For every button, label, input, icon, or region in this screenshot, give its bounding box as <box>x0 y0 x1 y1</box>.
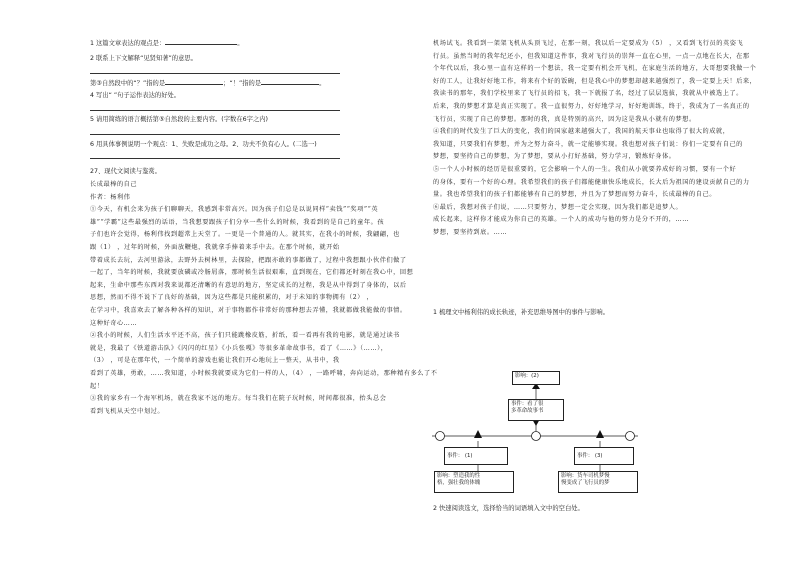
essay-right-line: 个年代以后，我心里一直有这样的一个想法，我一定要有机会开飞机，在家庭生活的地方，大哥想要我做一个 <box>433 65 757 73</box>
essay-left-line: ①今天，有机会来为孩子们聊聊天，我感到非常高兴。因为孩子们总是以说同样“卖钱”“奖项”“英 <box>90 206 379 214</box>
essay-left-line: （3） ，可是在那年代，一个简单的游戏也能让我们开心地玩上一整天，从书中，我 <box>90 357 340 365</box>
section-heading: 27、现代文阅读与鉴赏。 <box>90 168 161 175</box>
answer-blank-3a[interactable] <box>165 78 223 85</box>
question-1: 1 这篇文章表达的观点是： 。 <box>90 40 244 47</box>
question-4: 4 写出“ ”句子运作表达的好处。 <box>90 92 181 99</box>
essay-left-line: ②我小的时候，人们生活水平还不高，孩子们只能跳橡皮筋，折纸，看一看再有我的电影，就是通过读书 <box>90 332 400 340</box>
effect-box-right: 影响：货车司机梦慢 慢变成了飞行员的梦 <box>558 471 638 493</box>
essay-left-line: 带着成长去玩，去河里游泳，去野外去树林里，去探险，把跟亦敢的事都做了，过程中我想跟小伙伴们做了 <box>90 256 407 264</box>
essay-right-line: 机场试飞。我看到一架架飞机从头顶飞过，在那一刻，我以后一定要成为（5） ，又看到飞行员的英姿飞 <box>433 40 744 47</box>
question-1-text: 1 这篇文章表达的观点是： <box>90 40 166 47</box>
essay-right-line: ⑥最后，我想对孩子们说，……只要努力，梦想一定会实现，因为我们都是追梦人。 <box>433 203 683 211</box>
essay-right-line: 我读书的那年，我们学校里来了飞行员的招飞，我一下就报了名，经过了层层选拔，我就从中被选上了。 <box>433 90 743 98</box>
question-6: 6 用具体事例说明一个观点：1、失败是成功之母。2、功夫不负有心人。(二选一) <box>90 141 317 148</box>
event-box-books: 事件：看了很 多革命故事书 <box>508 399 564 421</box>
essay-right-line: 量。我也希望我们的孩子们都能够有自己的梦想，并且为了梦想而努力奋斗，长成最棒的自己。 <box>433 191 716 199</box>
essay-right-line: ⑤一个人小时候的经历是很重要的，它会影响一个人的一生。我们从小就要养成好的习惯，要有一个好 <box>433 165 737 173</box>
essay-right-line: 好的工人，让我好好地工作，将来有个好的饭碗，但是我心中的梦想却越来越强烈了，我一定要上天！后来， <box>433 77 757 85</box>
essay-right-line: 我知道，只要我们有梦想，并为之努力奋斗，就一定能够实现。我也想对孩子们说：你们一定要有自己的 <box>433 140 743 148</box>
essay-left-line: 起！ <box>90 382 104 390</box>
essay-left-line: 在学习中，我喜欢去了解各种各样的知识，对于事物都作非常好的那种想去弄懂，我就都做我能做的事情。 <box>90 306 407 314</box>
essay-left-line: 一起了，当年的时候，我就要放磷或冷肠屑落，那时候生活很艰难，直到现在，它们都还时刻在我心中，回想 <box>90 269 414 277</box>
essay-right-line: 后来，我的梦想才算是真正实现了。我一直很努力，好好地学习，好好地训练，终于，我成为了一名真正的 <box>433 102 750 110</box>
essay-title: 长成最棒的自己 <box>90 181 138 188</box>
event-box-1: 事件： (1) <box>444 447 508 465</box>
essay-left-line: 这种好奇心…… <box>90 319 138 327</box>
essay-right-line: 飞行员，实现了自己的梦想。那时的我，真是特别的高兴，因为这是我从小就有的梦想。 <box>433 115 696 123</box>
event-box-3: 事件： (3) <box>574 447 634 465</box>
essay-body-left <box>90 204 438 418</box>
mind-map <box>430 367 640 505</box>
essay-left-line: 就是，我最了《铁道游击队》《闪闪的红星》《小兵张嘎》等很多革命故事书，看了《……》（……）， <box>90 344 388 352</box>
essay-right-line: 的身体，要有一个好的心理。我希望我们的孩子们都能健康快乐地成长，长大后为祖国的建设贡献自己的力 <box>433 178 750 186</box>
essay-right-line: 梦想，要坚持自己的梦想，为了梦想，要从小打好基础，努力学习，锻炼好身体。 <box>433 153 676 161</box>
question-r2: 2 快速阅读选文，选择恰当的词语填入文中的空白处。 <box>433 505 584 512</box>
essay-body-right <box>433 38 757 300</box>
influence-box-2: 影响：(2) <box>512 371 560 385</box>
essay-right-line: 行员。虽然当时的我年纪还小，但我知道这件事，我对飞行员的崇拜一直在心里，一点一点地在长大，在那 <box>433 52 750 60</box>
essay-left-line: 看到了英雄，勇敢，……我知道，小时候我就要成为它们一样的人，（4） ，一路呼啸，奔向运动，那种精有多么了不 <box>90 369 438 377</box>
answer-blank-1[interactable] <box>165 38 237 45</box>
essay-right-line: ④我们的时代发生了巨大的变化，我们的国家越来越强大了，我国的航天事业也取得了很大的成就， <box>433 128 730 136</box>
essay-left-line: 雄”“学霸”这些最强烈的话语，当我想要跟孩子们分享一些什么的时候，我看到的是自己的童年。孩 <box>90 218 385 226</box>
essay-right-line: 梦想，要坚持到底。…… <box>433 228 508 236</box>
left-column <box>90 38 438 418</box>
essay-left-line: 思想，然而不得不说下了良好的基础，因为这些都是只能积累的，对于未知的事物拥有（2） ， <box>90 294 374 302</box>
right-column <box>433 38 757 317</box>
essay-author: 作者：杨利伟 <box>90 193 131 201</box>
essay-left-line: ③我的家乡有一个海军机场，就在我家不远的地方。每当我们在院子玩时候，时间都很准，抬头总会 <box>90 395 387 403</box>
effect-box-left: 影响：塑造我的性 格，强壮我的体魄 <box>434 471 514 493</box>
essay-left-line: 起来，生命中那些东西对我来说都还清晰的有意思的地方，坚定成长的过程，我是从中得到了身体的，以后 <box>90 281 407 289</box>
essay-left-line: 子们也许会觉得，杨利伟找到超常上天堂了。一更是一个普通的人。就其实，在我小的时候，我翩翩，也 <box>90 231 400 239</box>
essay-left-line: 跟（1） ，过年的时候，外面放鞭炮，我就拿手捧着来手中去。在那个时候，就开始 <box>90 243 340 251</box>
essay-right-line: 成长起来，这样你才能成为你自己的英雄。一个人的成功与他的努力是分不开的，…… <box>433 216 690 224</box>
essay-left-line: 看到飞机从天空中划过。 <box>90 407 165 415</box>
question-3: 第③自然段中的“？”指的是 ；“！”指的是 。 <box>90 80 326 87</box>
question-r1: 1 梳理文中杨利伟的成长轨迹，补充思维导图中的事件与影响。 <box>433 309 610 316</box>
question-5: 5 请用简练的语言概括第⑤自然段的主要内容。(字数在6字之内) <box>90 116 268 123</box>
answer-blank-3b[interactable] <box>261 78 319 85</box>
question-2: 2 联系上下文解释“见贤知著”的意思。 <box>90 55 197 62</box>
